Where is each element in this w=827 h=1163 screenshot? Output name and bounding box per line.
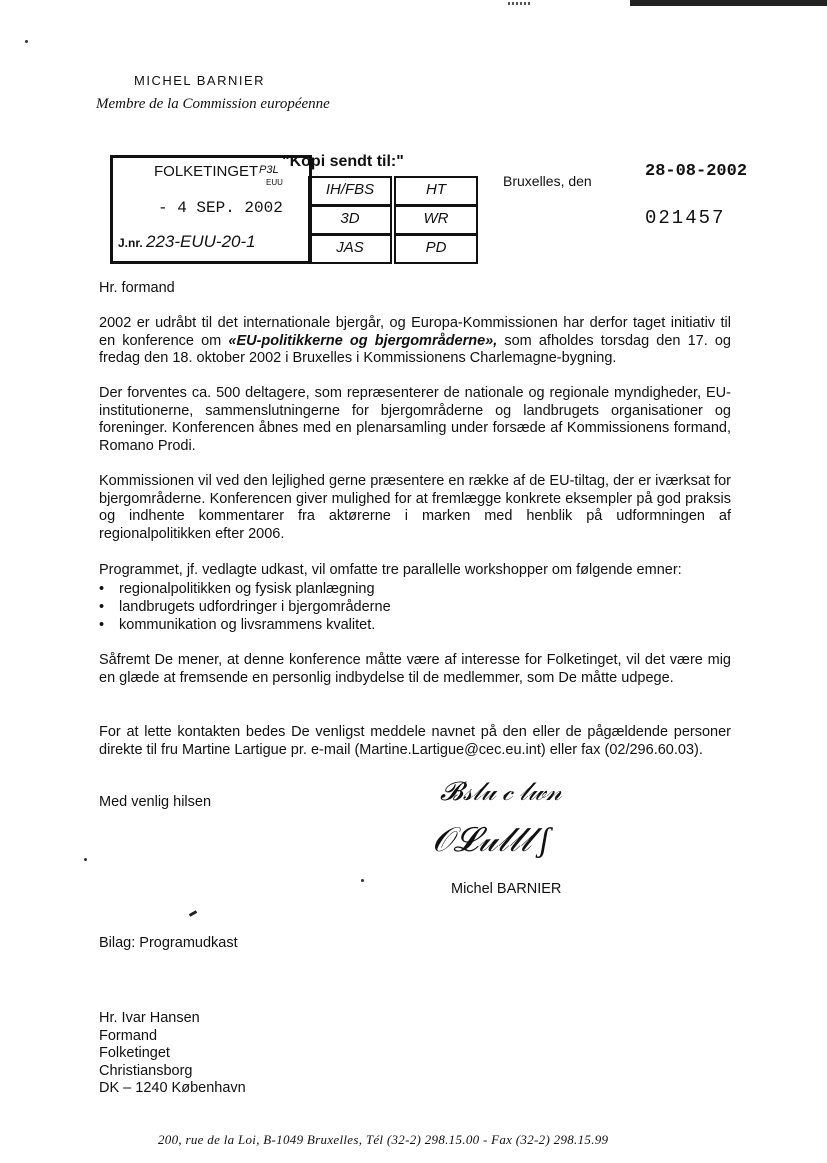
attachment: Bilag: Programudkast — [99, 935, 238, 951]
signature: 𝒪𝓛𝓊𝓁𝓁𝓁 ʃ — [432, 822, 550, 859]
footer-address: 200, rue de la Loi, B-1049 Bruxelles, Tél (32-2) 298.15.00 - Fax (32-2) 298.15.99 — [158, 1132, 609, 1147]
scan-speck — [189, 910, 197, 917]
stamp-jnr-value: 223-EUU-20-1 — [146, 232, 256, 251]
sender-name: MICHEL BARNIER — [134, 73, 266, 88]
copy-cell: IH/FBS — [308, 176, 392, 206]
paragraph-2: Der forventes ca. 500 deltagere, som repræsenterer de nationale og regionale myndigheder, EU-institutionerne, sammenslutningerne for bjergområderne og landbrugets organisationer og foreninger. Konferencen åbnes med en plenarsamling under forsæde af Kommissionens formand, Romano Prodi. — [99, 385, 731, 454]
copy-cell: 3D — [308, 205, 392, 235]
stamp-org: FOLKETINGET — [154, 163, 259, 180]
paragraph-1 — [99, 315, 731, 368]
list-item-text: landbrugets udfordringer i bjergområderne — [119, 599, 391, 615]
list-item-text: regionalpolitikken og fysisk planlægning — [119, 581, 375, 597]
list-item: • kommunikation og livsrammens kvalitet. — [99, 617, 376, 633]
copy-cell: WR — [394, 205, 478, 235]
place-label: Bruxelles, den — [503, 173, 592, 189]
copy-cell: HT — [394, 176, 478, 206]
recipient-line: Folketinget — [99, 1045, 170, 1061]
stamp-date: - 4 SEP. 2002 — [158, 199, 283, 217]
copy-cell: PD — [394, 234, 478, 264]
recipient-line: DK – 1240 København — [99, 1080, 246, 1096]
list-item: • regionalpolitikken og fysisk planlægning — [99, 581, 375, 597]
paragraph-5: Såfremt De mener, at denne konference måtte være af interesse for Folketinget, vil det være mig en glæde at fremsende en personlig indbydelse til de medlemmer, som De måtte udpege. — [99, 652, 731, 686]
signer-name: Michel BARNIER — [451, 881, 562, 897]
stamp-handwritten-code: P3L — [259, 164, 279, 176]
sender-title: Membre de la Commission européenne — [96, 96, 330, 112]
paragraph-4: Programmet, jf. vedlagte udkast, vil omfatte tre parallelle workshopper om følgende emner: — [99, 562, 682, 578]
closing: Med venlig hilsen — [99, 794, 212, 810]
scan-speck — [361, 879, 364, 882]
scan-speck — [25, 40, 28, 43]
scan-speck — [84, 858, 87, 861]
scan-dots — [508, 2, 530, 5]
recipient-line: Formand — [99, 1027, 158, 1044]
recipient-line: Christiansborg — [99, 1062, 193, 1079]
paragraph-1-pre: 2002 er udråbt til det internationale bjergår, og Europa-Kommissionen har derfor taget initiativ til en konference om — [99, 315, 731, 349]
handwritten-annotation: 𝓑𝓈𝓁𝓊 𝒸 𝓁𝓌𝓃 — [440, 777, 562, 806]
list-item-text: kommunikation og livsrammens kvalitet. — [119, 617, 376, 633]
stamp-jnr-label: J.nr. — [118, 236, 143, 250]
list-item: • landbrugets udfordringer i bjergområderne — [99, 599, 391, 615]
stamp-code-sub: EUU — [266, 178, 283, 187]
scan-streak — [630, 0, 827, 6]
copy-box-heading: "Kopi sendt til:" — [282, 153, 404, 170]
copy-cell: JAS — [308, 234, 392, 264]
conference-title: «EU-politikkerne og bjergområderne», — [228, 332, 498, 349]
paragraph-3: Kommissionen vil ved den lejlighed gerne præsentere en række af de EU-tiltag, der er iværksat for bjergområderne. Konferencen giver mulighed for at fremlægge konkrete eksempler på god praksis og indhente kommentarer fra aktørerne i marken med henblik på udformningen af regionalpolitikken efter 2006. — [99, 473, 731, 542]
paragraph-6: For at lette kontakten bedes De venligst meddele navnet på den eller de pågældende personer direkte til fru Martine Lartigue pr. e-mail (Martine.Lartigue@cec.eu.int) eller fax (02/296.60.03). — [99, 724, 731, 758]
paragraph-1-post: som afholdes torsdag den 17. og fredag den 18. oktober 2002 i Bruxelles i Kommissionens Charlemagne-bygning. — [99, 332, 731, 366]
recipient-line: Hr. Ivar Hansen — [99, 1010, 200, 1026]
recipient-address — [99, 1010, 246, 1098]
salutation: Hr. formand — [99, 280, 175, 296]
date-stamp: 28-08-2002 — [645, 162, 748, 181]
reference-stamp: 021457 — [645, 207, 726, 229]
